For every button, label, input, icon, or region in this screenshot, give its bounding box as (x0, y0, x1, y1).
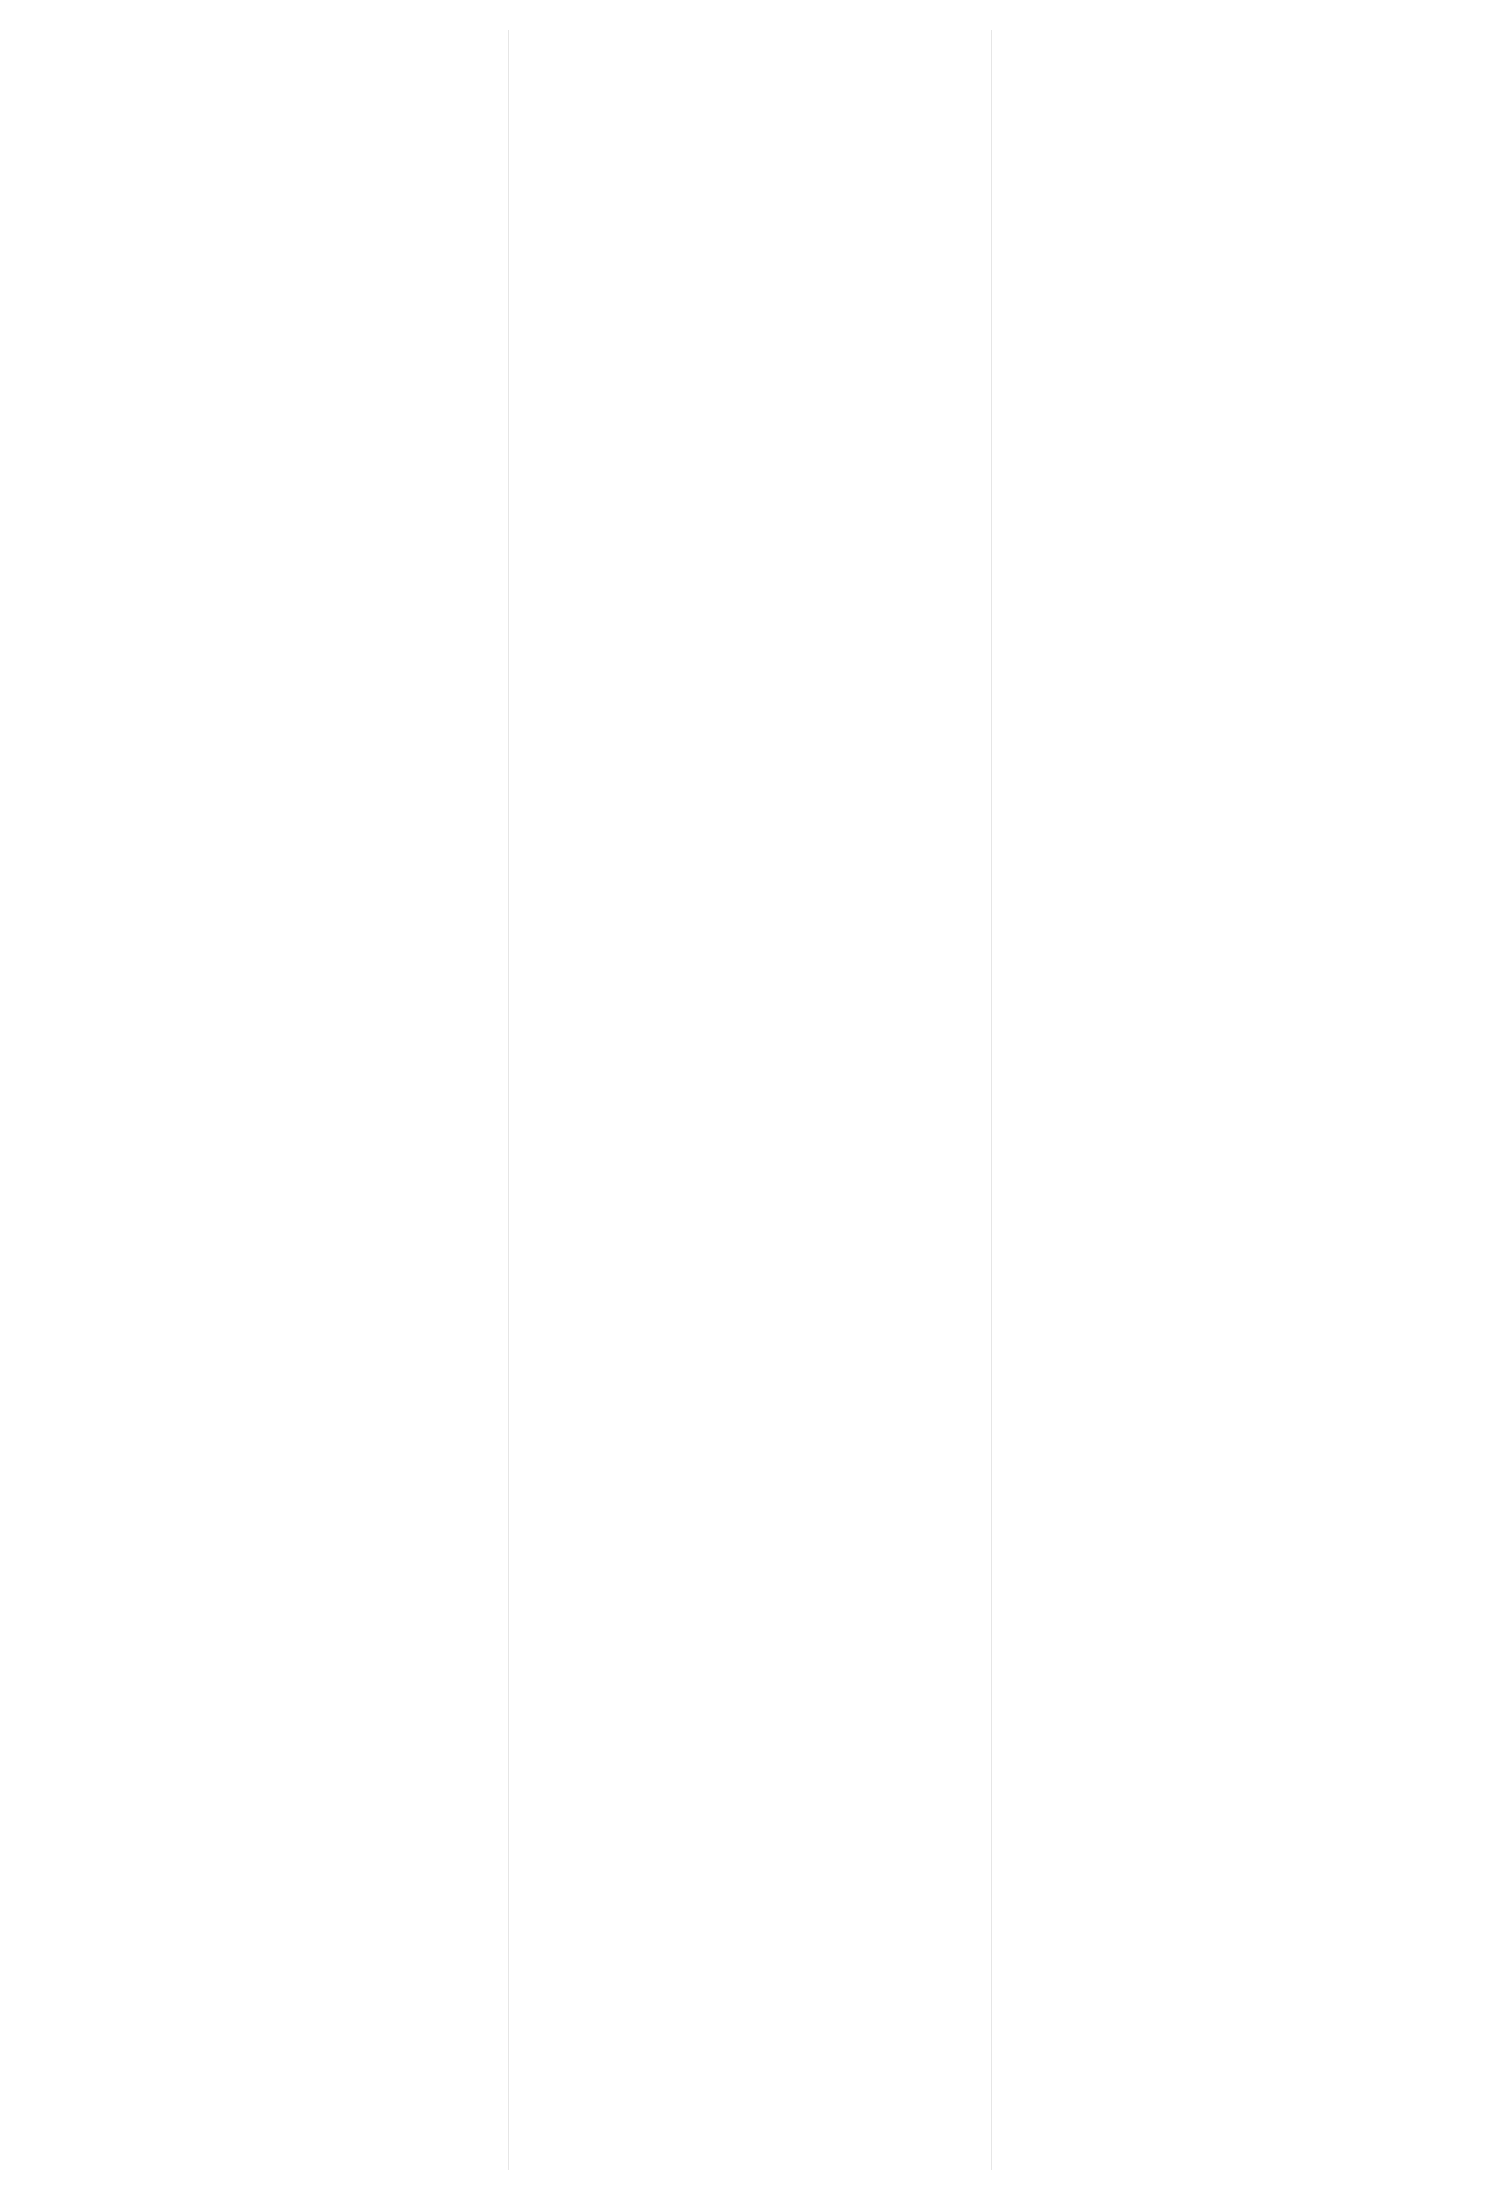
column-left (26, 30, 508, 2170)
column-middle (508, 30, 991, 2170)
paragraph (531, 190, 969, 252)
paragraph (1014, 30, 1452, 92)
paragraph (48, 110, 486, 172)
column-right (991, 30, 1474, 2170)
paragraph (1014, 190, 1452, 252)
paragraph (531, 350, 969, 412)
paragraph (1014, 110, 1452, 172)
paragraph (531, 270, 969, 332)
paragraph (531, 30, 969, 92)
paragraph (48, 270, 486, 332)
paragraph (531, 110, 969, 172)
paragraph (48, 190, 486, 252)
paragraph (48, 30, 486, 92)
paragraph (1014, 270, 1452, 332)
